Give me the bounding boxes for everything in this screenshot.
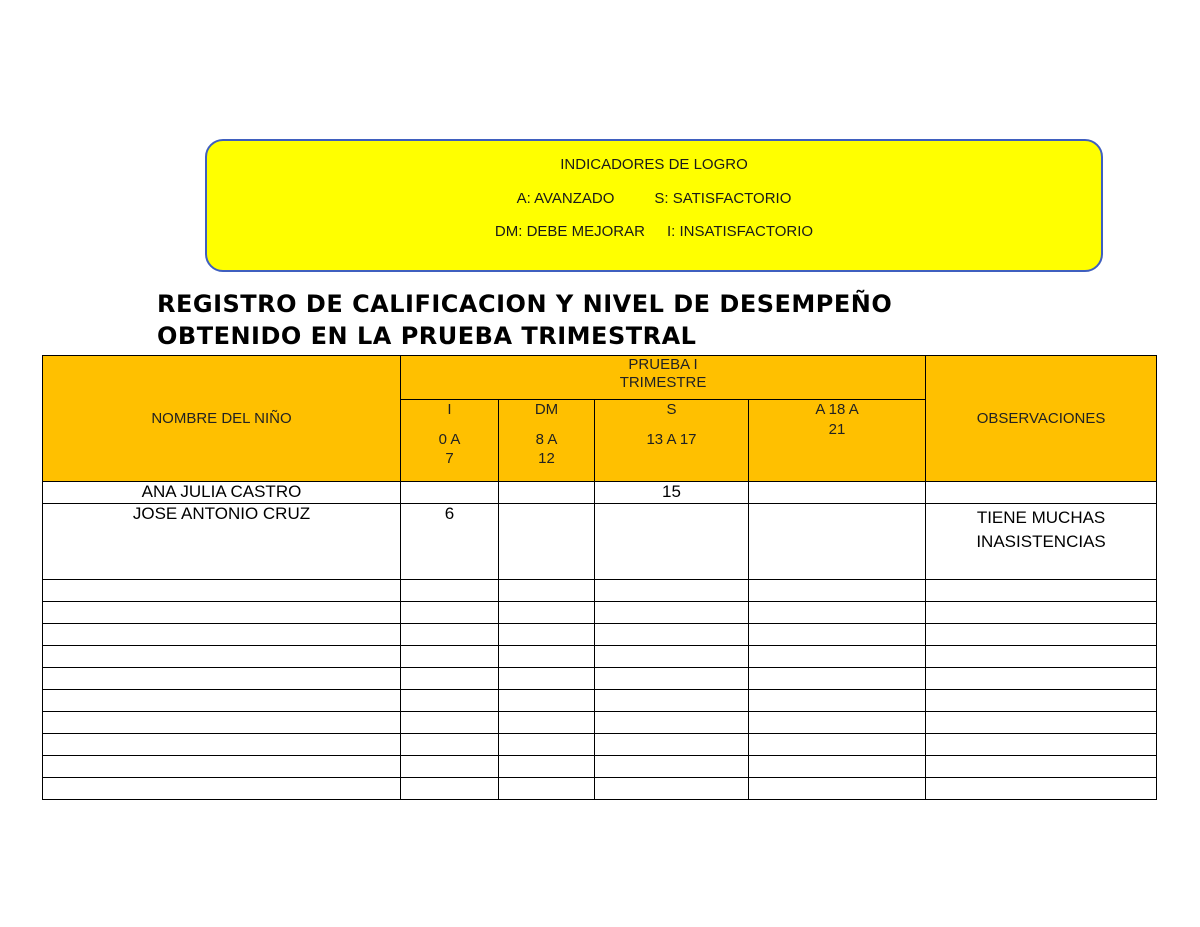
score-i: 6 [401, 504, 499, 580]
observation [926, 482, 1157, 504]
grades-table [42, 355, 1157, 800]
table-row [43, 504, 1157, 580]
empty-row [43, 602, 1157, 624]
observation [926, 504, 1157, 580]
score-dm [499, 504, 595, 580]
empty-row [43, 580, 1157, 602]
level-range: 13 A 17 [646, 431, 697, 449]
legend-line-a-s [207, 190, 1101, 207]
header-prueba-line1: PRUEBA I [628, 356, 698, 373]
empty-row [43, 712, 1157, 734]
title-line-1: REGISTRO DE CALIFICACION Y NIVEL DE DESEMPEÑO [157, 290, 893, 318]
empty-row [43, 624, 1157, 646]
observation-line: INASISTENCIAS [976, 532, 1106, 551]
legend-line-dm-i [207, 223, 1101, 240]
level-range: 21 [828, 421, 846, 439]
level-range: 8 A [535, 431, 558, 449]
header-prueba [401, 356, 926, 400]
empty-row [43, 690, 1157, 712]
table-row [43, 482, 1157, 504]
title-line-2: OBTENIDO EN LA PRUEBA TRIMESTRAL [157, 322, 697, 350]
level-code: DM [534, 401, 559, 419]
legend-dm: DM: DEBE MEJORAR [494, 223, 645, 240]
level-range: 7 [445, 450, 454, 468]
score-a [749, 504, 926, 580]
achievement-indicators-box [205, 139, 1103, 272]
level-range: 0 A [438, 431, 461, 449]
header-level-a [749, 400, 926, 482]
level-range: 12 [538, 450, 555, 468]
score-a [749, 482, 926, 504]
legend-s: S: SATISFACTORIO [654, 190, 792, 207]
level-code: I [447, 401, 452, 419]
score-dm [499, 482, 595, 504]
level-code: A 18 A [815, 401, 859, 419]
legend-i: I: INSATISFACTORIO [666, 223, 814, 240]
score-s [595, 504, 749, 580]
header-level-dm [499, 400, 595, 482]
empty-row [43, 778, 1157, 800]
score-s: 15 [595, 482, 749, 504]
observation-line: TIENE MUCHAS [976, 508, 1106, 527]
student-name: JOSE ANTONIO CRUZ [43, 504, 401, 580]
header-level-i [401, 400, 499, 482]
legend-a: A: AVANZADO [516, 190, 615, 207]
header-prueba-line2: TRIMESTRE [619, 374, 707, 391]
level-code: S [666, 401, 677, 419]
empty-row [43, 734, 1157, 756]
legend-title: INDICADORES DE LOGRO [560, 156, 748, 173]
header-observations: OBSERVACIONES [926, 356, 1157, 482]
student-name: ANA JULIA CASTRO [43, 482, 401, 504]
empty-row [43, 756, 1157, 778]
empty-row [43, 668, 1157, 690]
score-i [401, 482, 499, 504]
header-level-s [595, 400, 749, 482]
empty-row [43, 646, 1157, 668]
document-title [157, 288, 892, 352]
header-name: NOMBRE DEL NIÑO [43, 356, 401, 482]
